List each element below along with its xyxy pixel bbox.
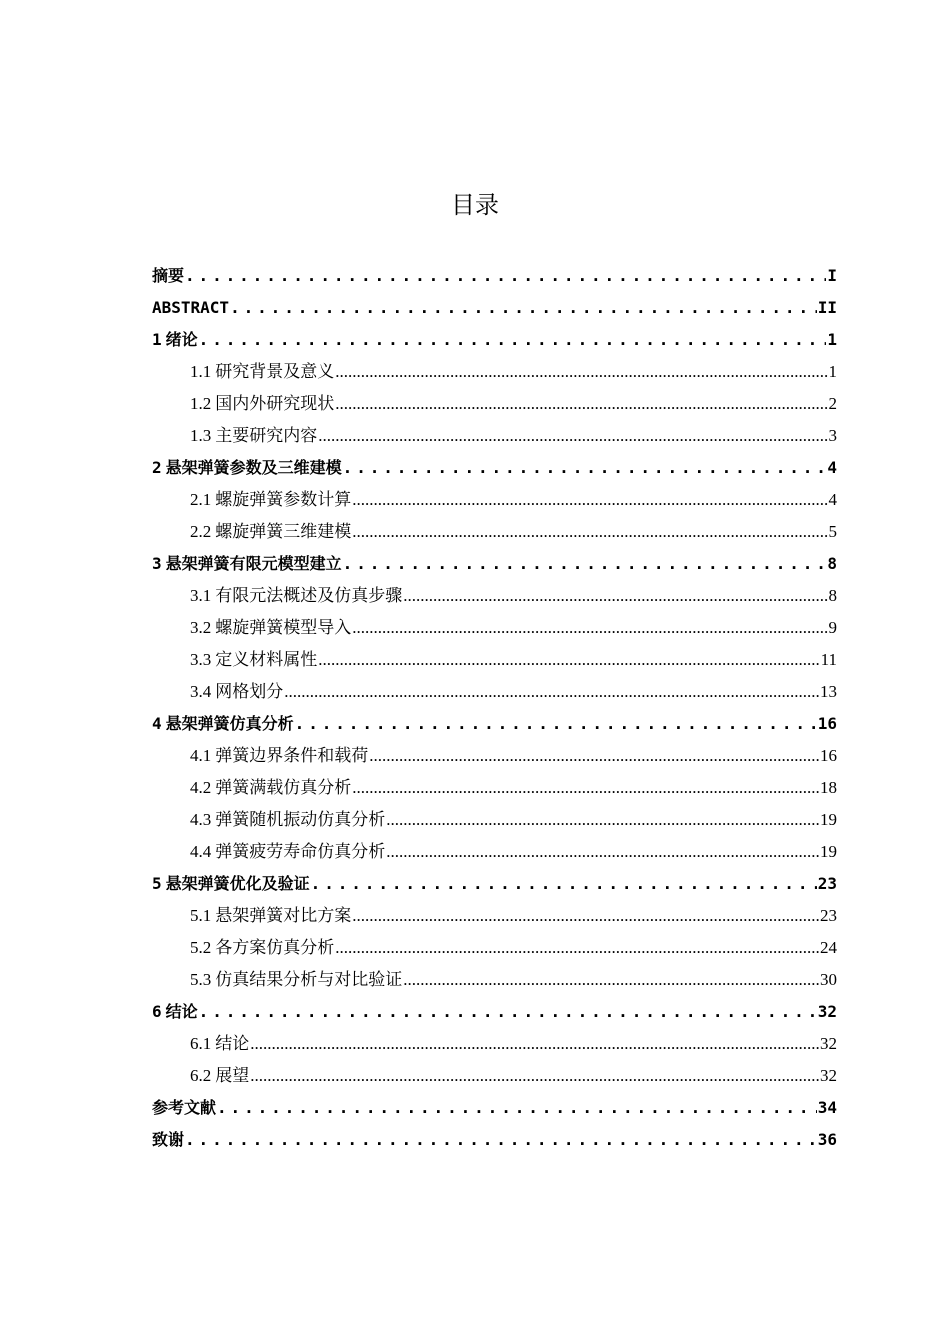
toc-section-entry[interactable] (152, 1060, 837, 1092)
toc-section-entry[interactable] (152, 484, 837, 516)
toc-entry-label: 结论 (165, 1002, 198, 1021)
toc-chapter-entry[interactable] (152, 996, 837, 1028)
toc-page-number: 32 (820, 1066, 837, 1085)
toc-page-number: II (817, 298, 837, 317)
toc-entry-number: 3 (152, 554, 162, 573)
toc-dot-leader (343, 452, 827, 484)
toc-section-entry[interactable] (152, 836, 837, 868)
toc-entry-label: 展望 (215, 1066, 250, 1085)
toc-section-entry[interactable] (152, 580, 837, 612)
toc-entry-number: 2.1 (190, 490, 212, 509)
toc-section-entry[interactable] (152, 1028, 837, 1060)
toc-section-entry[interactable] (152, 516, 837, 548)
toc-entry-label: 结论 (215, 1034, 250, 1053)
toc-entry-number: 5.3 (190, 970, 212, 989)
toc-entry-number: 1.3 (190, 426, 212, 445)
toc-dot-leader (335, 932, 819, 964)
toc-section-entry[interactable] (152, 612, 837, 644)
toc-entry-number: 1.2 (190, 394, 212, 413)
toc-chapter-entry[interactable] (152, 324, 837, 356)
toc-entry-label: 绪论 (165, 330, 198, 349)
toc-entry-label: 弹簧疲劳寿命仿真分析 (215, 842, 386, 861)
toc-entry-label: 悬架弹簧对比方案 (215, 906, 352, 925)
toc-entry-label: 悬架弹簧参数及三维建模 (165, 458, 342, 477)
toc-entry-label: 悬架弹簧优化及验证 (165, 874, 310, 893)
toc-page-number: 5 (828, 522, 837, 541)
toc-dot-leader (318, 644, 819, 676)
toc-entry-label: 国内外研究现状 (215, 394, 335, 413)
toc-dot-leader (295, 708, 817, 740)
toc-page-number: 32 (817, 1002, 837, 1021)
toc-page-number: 30 (820, 970, 837, 989)
toc-entry-label: 悬架弹簧仿真分析 (165, 714, 294, 733)
toc-entry-number: 5.1 (190, 906, 212, 925)
toc-page-number: 24 (820, 938, 837, 957)
toc-dot-leader (369, 740, 819, 772)
toc-dot-leader (352, 900, 819, 932)
toc-page-number: 34 (817, 1098, 837, 1117)
toc-dot-leader (217, 1092, 817, 1124)
toc-chapter-entry[interactable] (152, 452, 837, 484)
toc-entry-label: 定义材料属性 (215, 650, 318, 669)
toc-section-entry[interactable] (152, 356, 837, 388)
toc-chapter-entry[interactable] (152, 1092, 837, 1124)
toc-section-entry[interactable] (152, 388, 837, 420)
toc-dot-leader (403, 964, 819, 996)
toc-entry-label: 弹簧边界条件和载荷 (215, 746, 369, 765)
table-of-contents (152, 260, 837, 1156)
toc-dot-leader (335, 388, 827, 420)
toc-entry-number: 4.4 (190, 842, 212, 861)
toc-page-number: 4 (827, 458, 837, 477)
toc-entry-number: 3.3 (190, 650, 212, 669)
toc-section-entry[interactable] (152, 900, 837, 932)
toc-entry-label: 致谢 (152, 1130, 185, 1149)
toc-dot-leader (230, 292, 817, 324)
toc-page-number: 32 (820, 1034, 837, 1053)
toc-dot-leader (343, 548, 827, 580)
toc-entry-number: 6.2 (190, 1066, 212, 1085)
toc-page-number: 23 (820, 906, 837, 925)
toc-chapter-entry[interactable] (152, 260, 837, 292)
toc-dot-leader (185, 260, 826, 292)
toc-dot-leader (352, 612, 827, 644)
toc-dot-leader (318, 420, 827, 452)
toc-dot-leader (250, 1060, 819, 1092)
toc-dot-leader (199, 996, 817, 1028)
toc-page-number: 8 (827, 554, 837, 573)
toc-page-number: 36 (817, 1130, 837, 1149)
toc-entry-label: 研究背景及意义 (215, 362, 335, 381)
toc-page-number: 19 (820, 842, 837, 861)
toc-entry-number: 1.1 (190, 362, 212, 381)
toc-dot-leader (386, 836, 819, 868)
toc-entry-number: 4.3 (190, 810, 212, 829)
toc-section-entry[interactable] (152, 676, 837, 708)
toc-section-entry[interactable] (152, 772, 837, 804)
toc-dot-leader (284, 676, 819, 708)
toc-page-number: 1 (828, 362, 837, 381)
toc-entry-label: 螺旋弹簧三维建模 (215, 522, 352, 541)
toc-entry-number: 4.1 (190, 746, 212, 765)
toc-chapter-entry[interactable] (152, 708, 837, 740)
toc-entry-number: 1 (152, 330, 162, 349)
toc-section-entry[interactable] (152, 420, 837, 452)
toc-dot-leader (352, 516, 827, 548)
toc-page-number: 16 (820, 746, 837, 765)
toc-section-entry[interactable] (152, 644, 837, 676)
toc-dot-leader (386, 804, 819, 836)
toc-section-entry[interactable] (152, 964, 837, 996)
toc-page-number: 9 (828, 618, 837, 637)
toc-entry-number: 2.2 (190, 522, 212, 541)
toc-page-number: 11 (820, 650, 837, 669)
toc-entry-label: ABSTRACT (152, 298, 230, 317)
toc-entry-number: 3.4 (190, 682, 212, 701)
toc-dot-leader (335, 356, 827, 388)
toc-entry-label: 悬架弹簧有限元模型建立 (165, 554, 342, 573)
toc-page-number: 19 (820, 810, 837, 829)
toc-page-number: 13 (820, 682, 837, 701)
toc-entry-number: 6.1 (190, 1034, 212, 1053)
toc-entry-label: 各方案仿真分析 (215, 938, 335, 957)
toc-chapter-entry[interactable] (152, 1124, 837, 1156)
toc-entry-label: 弹簧随机振动仿真分析 (215, 810, 386, 829)
toc-entry-number: 2 (152, 458, 162, 477)
toc-page-number: 23 (817, 874, 837, 893)
toc-entry-number: 5 (152, 874, 162, 893)
toc-page-number: 18 (820, 778, 837, 797)
toc-dot-leader (185, 1124, 817, 1156)
toc-entry-label: 仿真结果分析与对比验证 (215, 970, 403, 989)
toc-section-entry[interactable] (152, 804, 837, 836)
toc-entry-number: 3.1 (190, 586, 212, 605)
toc-entry-label: 弹簧满载仿真分析 (215, 778, 352, 797)
toc-entry-number: 5.2 (190, 938, 212, 957)
toc-dot-leader (403, 580, 827, 612)
toc-page-number: 16 (817, 714, 837, 733)
toc-page-number: 1 (827, 330, 837, 349)
toc-page-number: 3 (828, 426, 837, 445)
toc-page-number: 4 (828, 490, 837, 509)
toc-chapter-entry[interactable] (152, 868, 837, 900)
toc-dot-leader (352, 772, 819, 804)
toc-entry-number: 4.2 (190, 778, 212, 797)
toc-entry-label: 螺旋弹簧参数计算 (215, 490, 352, 509)
toc-page-number: 8 (828, 586, 837, 605)
toc-chapter-entry[interactable] (152, 548, 837, 580)
toc-entry-label: 螺旋弹簧模型导入 (215, 618, 352, 637)
toc-entry-number: 6 (152, 1002, 162, 1021)
toc-dot-leader (352, 484, 827, 516)
toc-page-number: 2 (828, 394, 837, 413)
toc-page-number: I (827, 266, 837, 285)
toc-dot-leader (250, 1028, 819, 1060)
toc-entry-label: 参考文献 (152, 1098, 217, 1117)
toc-entry-number: 3.2 (190, 618, 212, 637)
toc-chapter-entry[interactable] (152, 292, 837, 324)
toc-entry-label: 主要研究内容 (215, 426, 318, 445)
toc-entry-label: 网格划分 (215, 682, 284, 701)
toc-section-entry[interactable] (152, 740, 837, 772)
toc-entry-label: 有限元法概述及仿真步骤 (215, 586, 403, 605)
toc-dot-leader (199, 324, 827, 356)
toc-section-entry[interactable] (152, 932, 837, 964)
toc-entry-label: 摘要 (152, 266, 185, 285)
toc-dot-leader (311, 868, 817, 900)
toc-entry-number: 4 (152, 714, 162, 733)
page-title: 目录 (451, 191, 499, 219)
